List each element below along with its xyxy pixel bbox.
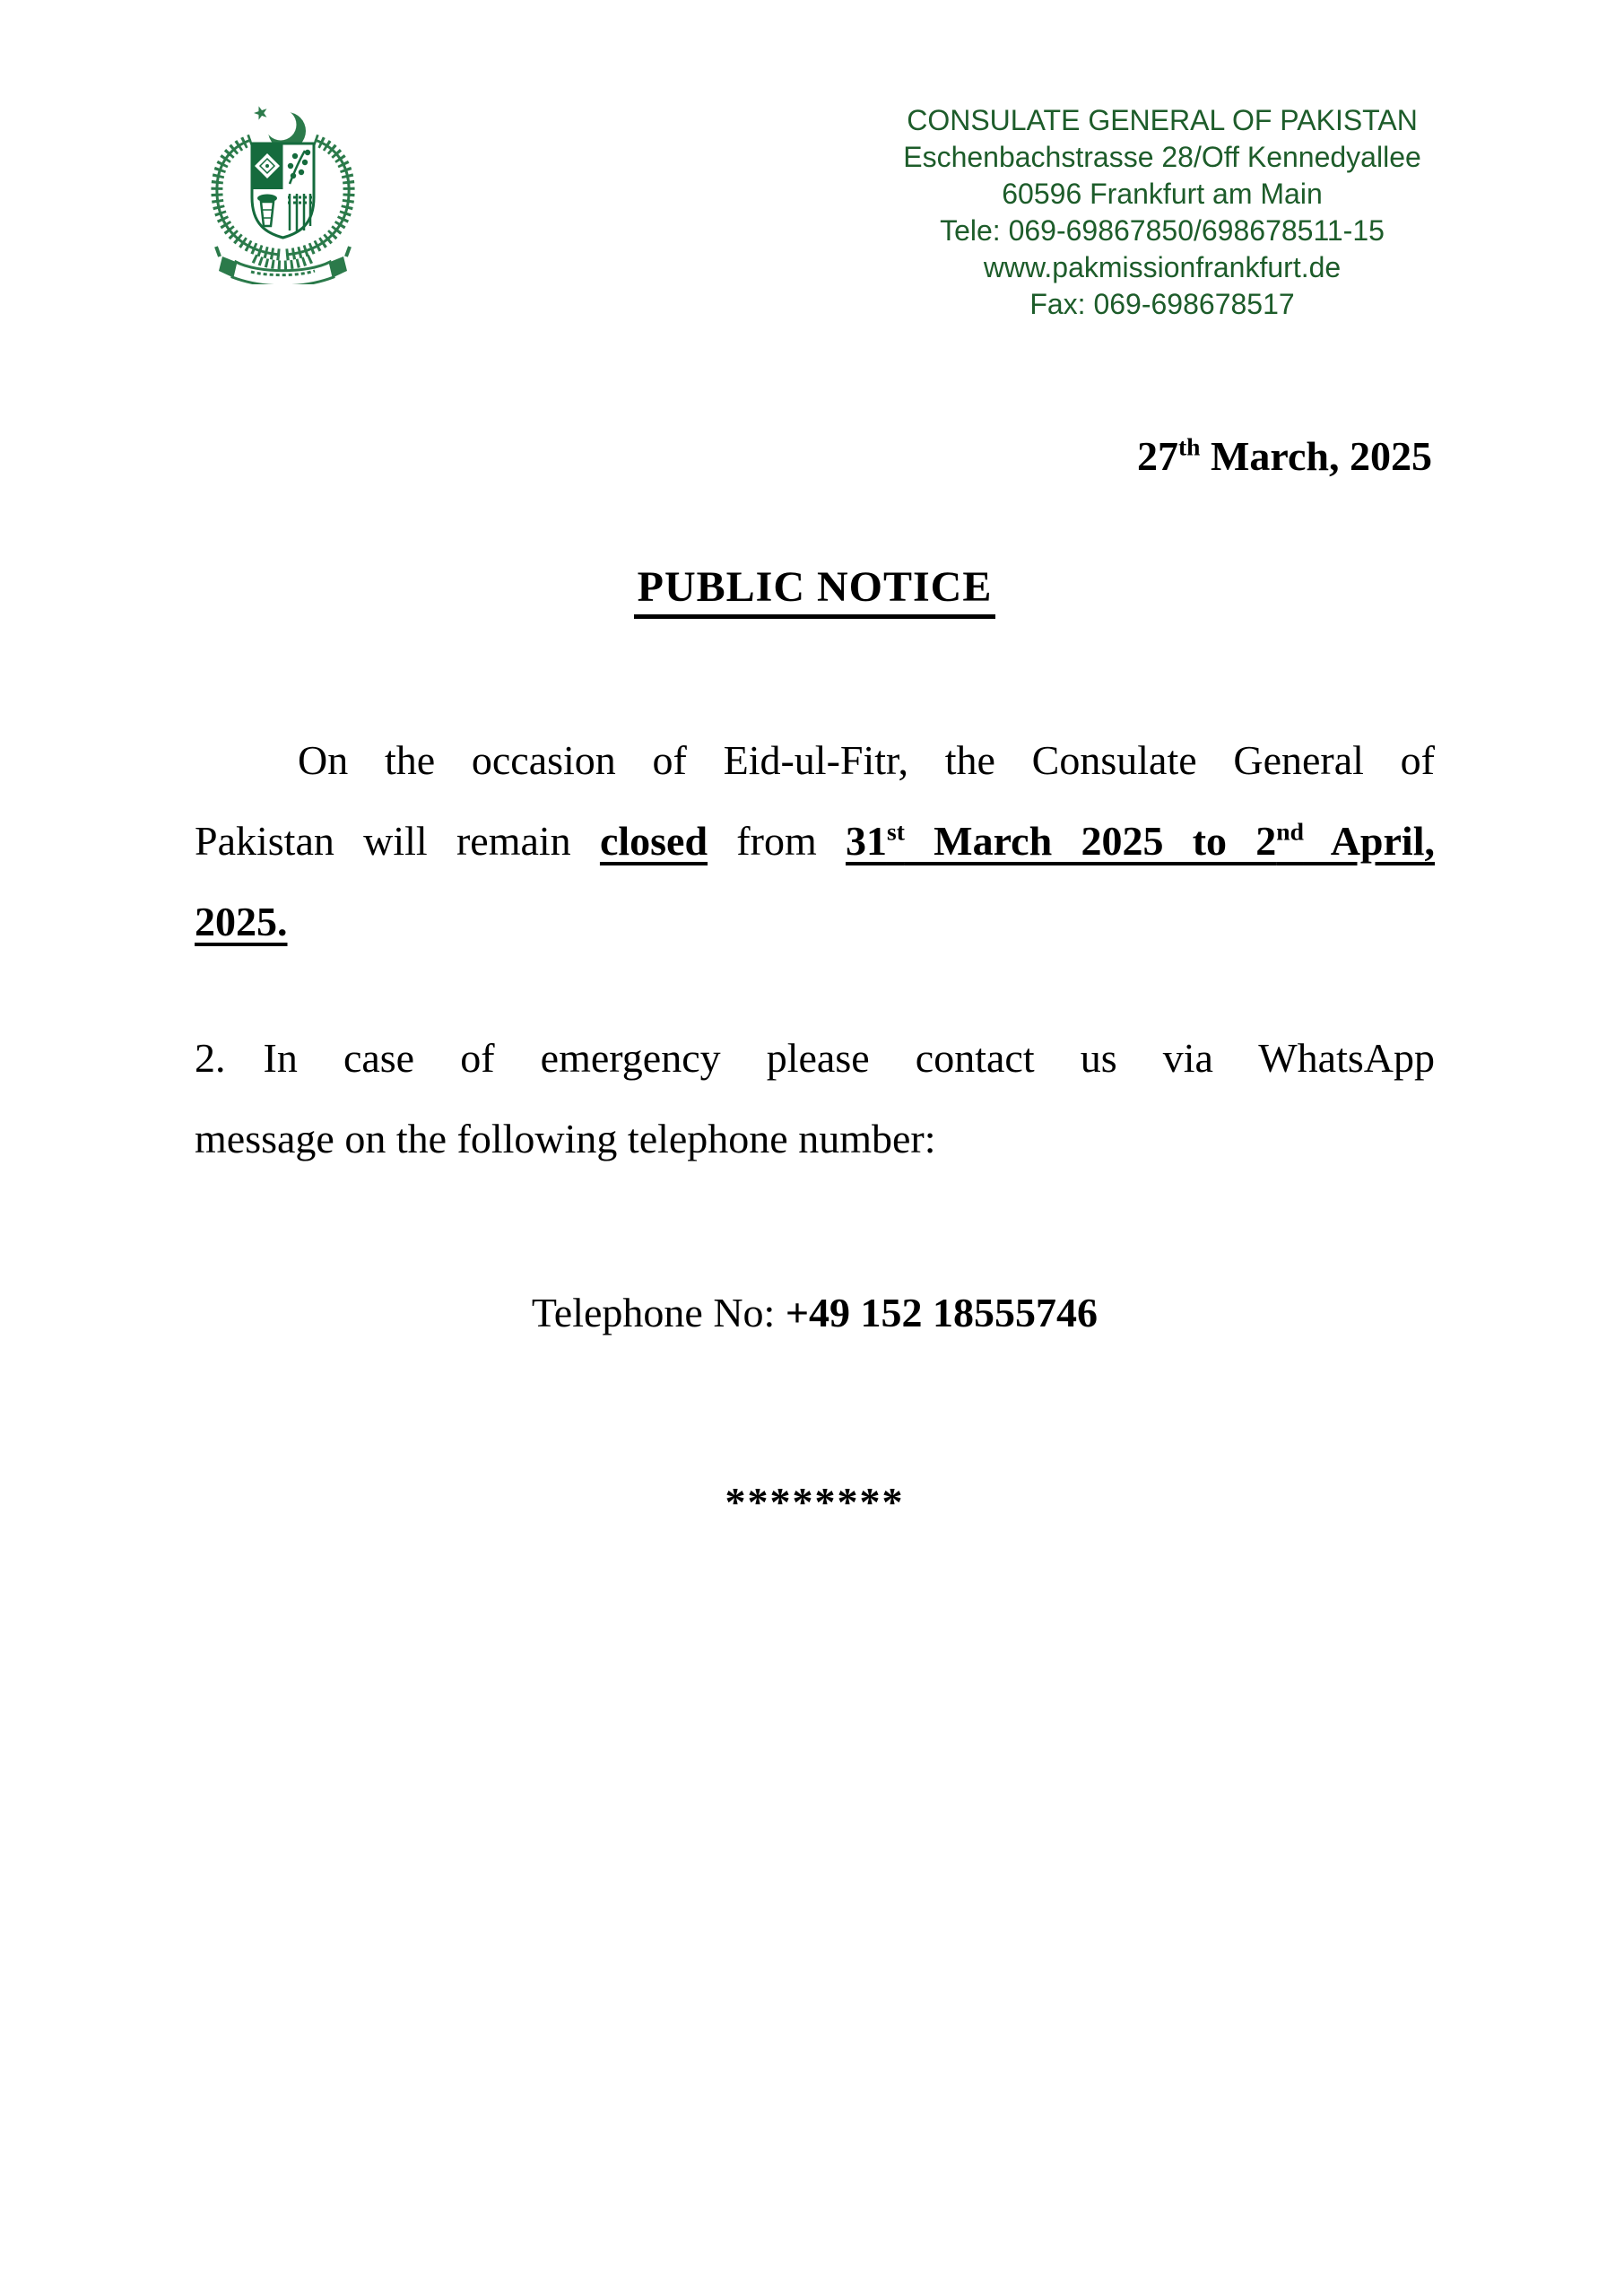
body-text-line: 2025. — [195, 899, 288, 944]
letterhead-line: 60596 Frankfurt am Main — [1002, 178, 1323, 210]
body-text-line: 2. In case of emergency please contact us via WhatsApp — [195, 1035, 1435, 1081]
notice-title — [195, 562, 1435, 619]
letterhead-line: www.pakmissionfrankfurt.de — [983, 251, 1342, 283]
letterhead-line: Fax: 069-698678517 — [1029, 288, 1295, 320]
body-text-line: message on the following telephone number: — [195, 1116, 936, 1161]
letterhead-block — [866, 102, 1458, 323]
pakistan-emblem-icon — [204, 100, 361, 284]
telephone-line: Telephone No: +49 152 18555746 — [531, 1290, 1099, 1335]
pakistan-emblem-svg — [204, 100, 361, 284]
paragraph-closure-notice — [195, 720, 1435, 962]
letterhead-line: Tele: 069-69867850/698678511-15 — [940, 214, 1385, 247]
paragraph-emergency-contact — [195, 1018, 1435, 1179]
date-line: 27th March, 2025 — [1136, 432, 1432, 479]
notice-title-text: PUBLIC NOTICE — [634, 562, 996, 619]
end-marker: ******** — [725, 1479, 905, 1525]
letterhead-line: Eschenbachstrasse 28/Off Kennedyallee — [903, 141, 1421, 173]
body-text-line: Pakistan will remain closed from 31st March 2025 to 2nd April, — [195, 817, 1435, 864]
letterhead-line: CONSULATE GENERAL OF PAKISTAN — [907, 104, 1418, 136]
body-text-line: On the occasion of Eid-ul-Fitr, the Consulate General of — [298, 737, 1435, 783]
